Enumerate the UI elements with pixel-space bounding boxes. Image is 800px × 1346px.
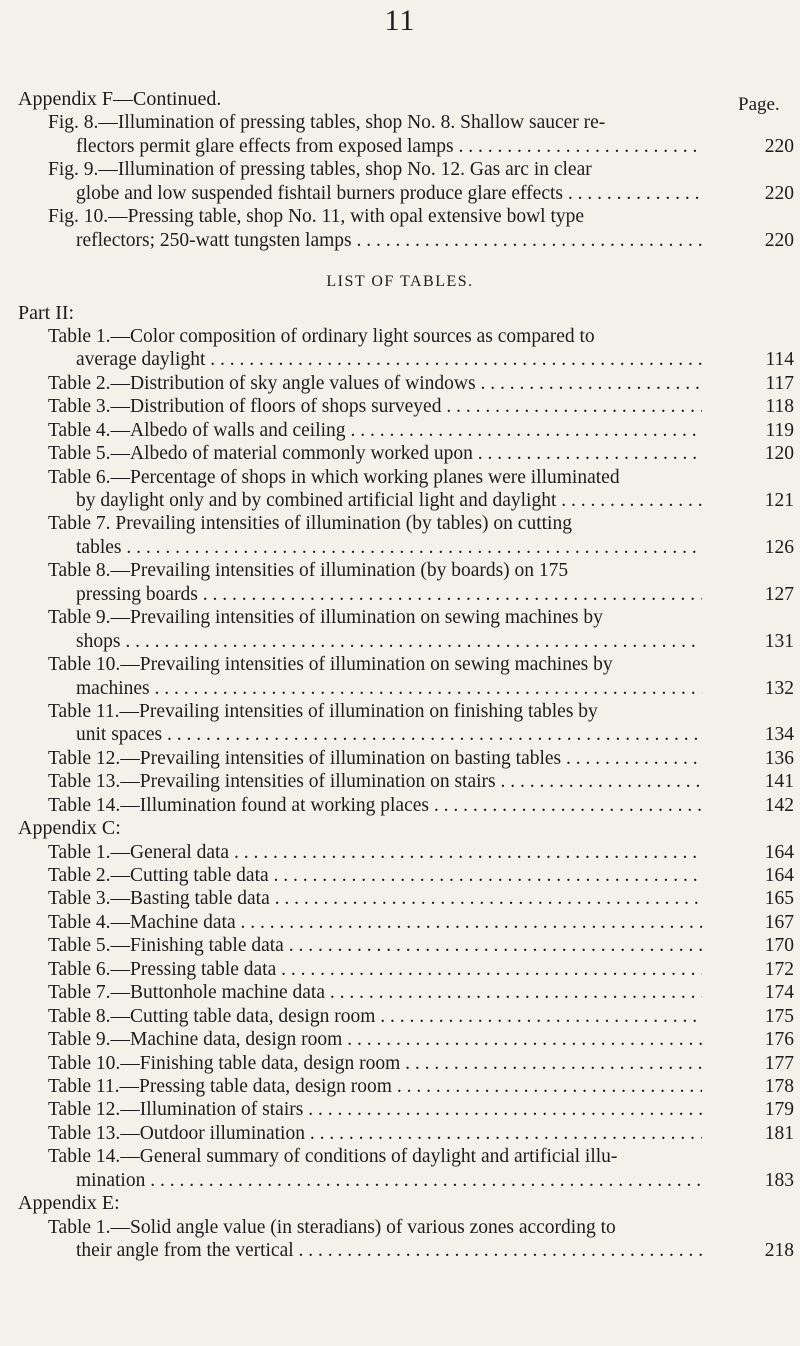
page-number: 11 bbox=[384, 4, 416, 37]
entry-text: Table 11.—Prevailing intensities of illumination on finishing tables by bbox=[48, 700, 598, 722]
entry-text: machines . . . bbox=[76, 677, 702, 700]
entry-page: 117 bbox=[765, 372, 794, 394]
toc-entry bbox=[0, 770, 800, 793]
entry-text: Table 10.—Finishing table data, design room . . . bbox=[48, 1052, 702, 1075]
entry-page: 177 bbox=[764, 1052, 794, 1074]
toc-entry bbox=[0, 1169, 800, 1192]
entry-page: 164 bbox=[764, 865, 794, 886]
entry-text: Table 8.—Prevailing intensities of illumination (by boards) on 175 bbox=[48, 560, 569, 582]
entry-page: 132 bbox=[764, 677, 794, 699]
entry-page: 165 bbox=[764, 888, 794, 910]
entry-page: 178 bbox=[764, 1075, 794, 1097]
toc-entry bbox=[0, 630, 800, 653]
entry-page: 179 bbox=[764, 1099, 794, 1121]
entry-text: average daylight . . . bbox=[76, 348, 702, 371]
entry-line bbox=[0, 700, 800, 723]
entry-line bbox=[0, 1216, 800, 1239]
toc-entry bbox=[0, 135, 800, 158]
toc-entry bbox=[0, 489, 800, 512]
entry-page: 175 bbox=[764, 1005, 794, 1027]
toc-entry bbox=[0, 372, 800, 395]
entry-line bbox=[0, 653, 800, 676]
toc-entry bbox=[0, 841, 800, 864]
toc-entry bbox=[0, 1122, 800, 1145]
entry-page: 220 bbox=[764, 135, 794, 157]
entry-text: Table 13.—Prevailing intensities of illumination on stairs . . . bbox=[48, 770, 702, 793]
entry-text: Table 5.—Finishing table data . . . bbox=[48, 934, 702, 957]
toc-entry bbox=[0, 958, 800, 981]
entry-text: Table 14.—Illumination found at working places . . . bbox=[48, 794, 702, 817]
entry-text: Fig. 10.—Pressing table, shop No. 11, with opal extensive bowl type bbox=[48, 206, 585, 228]
table-of-contents bbox=[0, 88, 800, 1262]
entry-text: reflectors; 250-watt tungsten lamps . . . bbox=[76, 229, 702, 252]
entry-text: pressing boards . . . bbox=[76, 583, 702, 606]
entry-line bbox=[0, 111, 800, 134]
entry-page: 218 bbox=[764, 1240, 794, 1261]
entry-text: Table 1.—Color composition of ordinary light sources as compared to bbox=[48, 325, 595, 347]
entry-page: 181 bbox=[764, 1122, 794, 1144]
toc-entry bbox=[0, 182, 800, 205]
toc-entry bbox=[0, 911, 800, 934]
toc-entry bbox=[0, 723, 800, 746]
list-heading: LIST OF TABLES. bbox=[326, 273, 474, 291]
toc-entry bbox=[0, 536, 800, 559]
entry-line bbox=[0, 512, 800, 535]
toc-entry bbox=[0, 747, 800, 770]
toc-entry bbox=[0, 442, 800, 465]
toc-entry bbox=[0, 229, 800, 252]
toc-entry bbox=[0, 1005, 800, 1028]
entry-text: Fig. 9.—Illumination of pressing tables, shop No. 12. Gas arc in clear bbox=[48, 159, 592, 181]
entry-line bbox=[0, 559, 800, 582]
entry-text: Table 1.—Solid angle value (in steradians) of various zones according to bbox=[48, 1216, 616, 1238]
entry-page: 114 bbox=[765, 349, 794, 371]
toc-entry bbox=[0, 981, 800, 1004]
entry-line bbox=[0, 606, 800, 629]
entry-page: 164 bbox=[764, 841, 794, 863]
entry-page: 183 bbox=[764, 1169, 794, 1191]
entry-page: 131 bbox=[764, 630, 794, 652]
entry-text: Table 13.—Outdoor illumination . . . bbox=[48, 1122, 702, 1145]
entry-page: 172 bbox=[764, 958, 794, 980]
entry-line bbox=[0, 325, 800, 348]
entry-page: 121 bbox=[764, 490, 794, 511]
toc-entry bbox=[0, 677, 800, 700]
section-title: Appendix C: bbox=[18, 817, 121, 840]
entry-text: tables . . . bbox=[76, 536, 702, 559]
entry-text: Table 2.—Cutting table data . . . bbox=[48, 864, 702, 887]
entry-line bbox=[0, 1145, 800, 1168]
entry-text: Table 8.—Cutting table data, design room . . . bbox=[48, 1005, 702, 1028]
section-title: Part II: bbox=[18, 301, 75, 324]
gap bbox=[0, 294, 800, 302]
entry-text: their angle from the vertical . . . bbox=[76, 1239, 702, 1262]
entry-text: by daylight only and by combined artificial light and daylight . . . bbox=[76, 489, 702, 512]
entry-page: 136 bbox=[764, 747, 794, 769]
entry-line bbox=[0, 466, 800, 489]
section-title: Appendix F—Continued. bbox=[18, 88, 222, 110]
entry-page: 167 bbox=[764, 911, 794, 933]
entry-page: 127 bbox=[764, 583, 794, 605]
entry-text: flectors permit glare effects from exposed lamps . . . bbox=[76, 135, 702, 158]
toc-entry bbox=[0, 583, 800, 606]
entry-page: 142 bbox=[764, 794, 794, 816]
entry-text: Table 10.—Prevailing intensities of illumination on sewing machines by bbox=[48, 654, 613, 676]
entry-text: Table 14.—General summary of conditions of daylight and artificial illu- bbox=[48, 1146, 618, 1168]
entry-text: Fig. 8.—Illumination of pressing tables, shop No. 8. Shallow saucer re- bbox=[48, 112, 606, 134]
entry-text: Table 7. Prevailing intensities of illumination (by tables) on cutting bbox=[48, 513, 572, 535]
toc-entry bbox=[0, 395, 800, 418]
toc-entry bbox=[0, 887, 800, 910]
section-title: Appendix E: bbox=[18, 1192, 120, 1215]
entry-text: Table 6.—Pressing table data . . . bbox=[48, 958, 702, 981]
toc-entry bbox=[0, 934, 800, 957]
entry-text: mination . . . bbox=[76, 1169, 702, 1192]
entry-text: Table 9.—Prevailing intensities of illumination on sewing machines by bbox=[48, 607, 603, 629]
toc-entry bbox=[0, 1052, 800, 1075]
toc-entry bbox=[0, 794, 800, 817]
entry-text: Table 3.—Distribution of floors of shops surveyed . . . bbox=[48, 395, 702, 418]
entry-page: 170 bbox=[764, 935, 794, 957]
entry-page: 176 bbox=[764, 1029, 794, 1051]
entry-text: Table 11.—Pressing table data, design room . . . bbox=[48, 1075, 702, 1098]
entry-text: Table 4.—Machine data . . . bbox=[48, 911, 702, 934]
toc-entry bbox=[0, 1075, 800, 1098]
entry-text: Table 7.—Buttonhole machine data . . . bbox=[48, 981, 702, 1004]
toc-entry bbox=[0, 1028, 800, 1051]
toc-entry bbox=[0, 1239, 800, 1262]
entry-text: Table 9.—Machine data, design room . . . bbox=[48, 1028, 702, 1051]
toc-entry bbox=[0, 1098, 800, 1121]
entry-page: 118 bbox=[765, 396, 794, 418]
entry-text: Table 12.—Illumination of stairs . . . bbox=[48, 1098, 702, 1121]
gap bbox=[0, 252, 800, 270]
page-column-header: Page. bbox=[738, 94, 780, 115]
entry-text: Table 1.—General data . . . bbox=[48, 841, 702, 864]
toc-entry bbox=[0, 419, 800, 442]
entry-text: Table 12.—Prevailing intensities of illumination on basting tables . . . bbox=[48, 747, 702, 770]
entry-page: 220 bbox=[764, 229, 794, 251]
entry-text: Table 5.—Albedo of material commonly worked upon . . . bbox=[48, 442, 702, 465]
entry-page: 220 bbox=[764, 182, 794, 204]
entry-text: Table 2.—Distribution of sky angle values of windows . . . bbox=[48, 372, 702, 395]
entry-text: Table 4.—Albedo of walls and ceiling . . . bbox=[48, 419, 702, 442]
entry-text: unit spaces . . . bbox=[76, 723, 702, 746]
entry-line bbox=[0, 205, 800, 228]
toc-entry bbox=[0, 864, 800, 887]
entry-page: 141 bbox=[764, 771, 794, 793]
entry-page: 134 bbox=[764, 724, 794, 746]
entry-text: shops . . . bbox=[76, 630, 702, 653]
entry-text: globe and low suspended fishtail burners produce glare effects . . . bbox=[76, 182, 702, 205]
entry-line bbox=[0, 158, 800, 181]
entry-page: 119 bbox=[765, 419, 794, 441]
entry-page: 174 bbox=[764, 982, 794, 1004]
entry-page: 126 bbox=[764, 536, 794, 558]
entry-text: Table 6.—Percentage of shops in which working planes were illuminated bbox=[48, 466, 620, 488]
toc-entry bbox=[0, 348, 800, 371]
entry-text: Table 3.—Basting table data . . . bbox=[48, 887, 702, 910]
entry-page: 120 bbox=[764, 443, 794, 465]
